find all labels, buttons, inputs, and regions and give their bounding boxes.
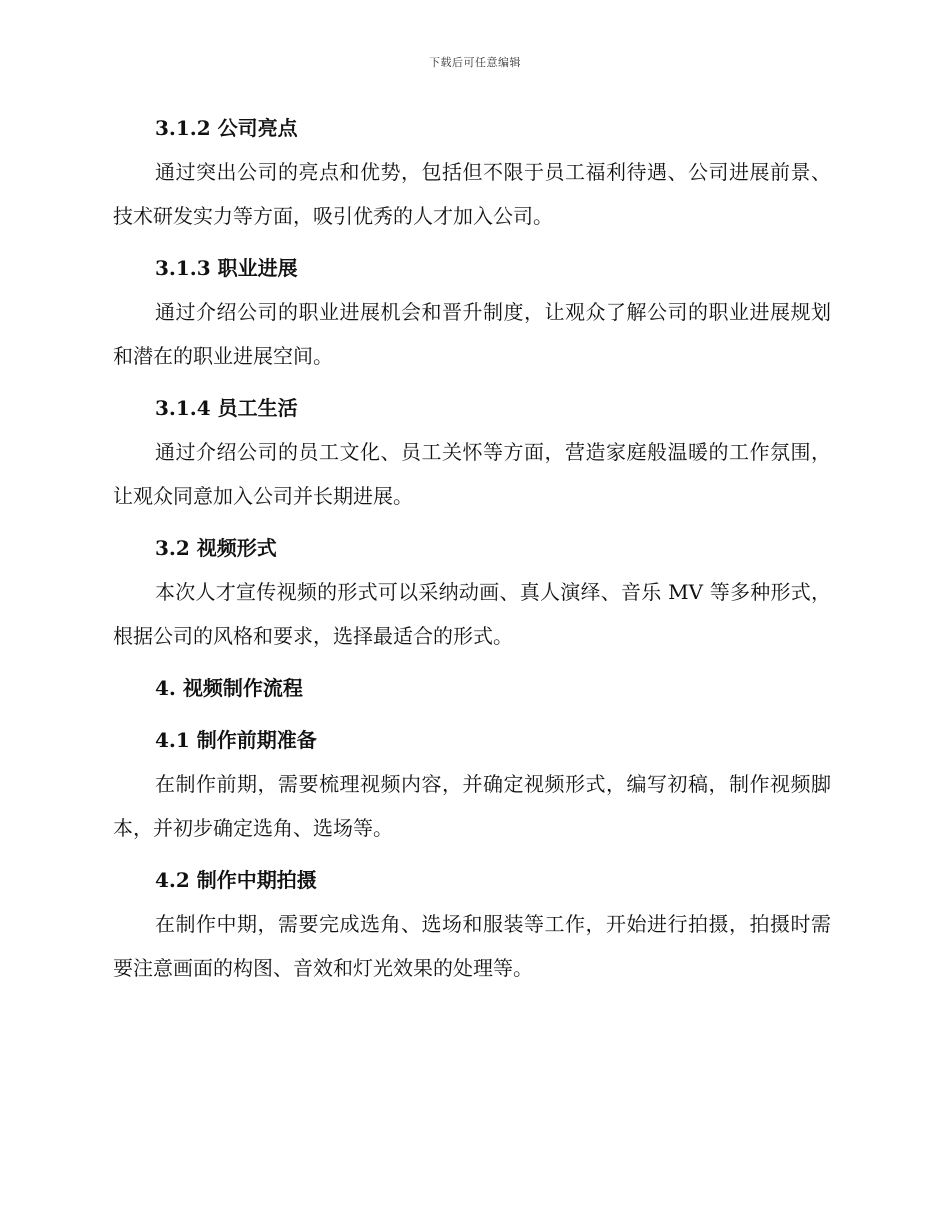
section-paragraph: 在制作中期，需要完成选角、选场和服装等工作，开始进行拍摄，拍摄时需要注意画面的构图、音效和灯光效果的处理等。	[113, 912, 831, 980]
section-paragraph: 在制作前期，需要梳理视频内容，并确定视频形式，编写初稿，制作视频脚本，并初步确定选角、选场等。	[113, 772, 831, 840]
section-heading: 4. 视频制作流程	[155, 676, 303, 700]
document-body	[113, 106, 831, 998]
section-heading: 3.1.3 职业进展	[155, 256, 298, 280]
page-header: 下载后可任意编辑	[429, 56, 521, 69]
section-paragraph: 通过突出公司的亮点和优势，包括但不限于员工福利待遇、公司进展前景、技术研发实力等方面，吸引优秀的人才加入公司。	[113, 160, 831, 228]
section-heading: 3.2 视频形式	[155, 536, 277, 560]
section-paragraph: 通过介绍公司的职业进展机会和晋升制度，让观众了解公司的职业进展规划和潜在的职业进展空间。	[113, 300, 831, 368]
section-heading: 4.2 制作中期拍摄	[155, 868, 317, 892]
section-paragraph: 通过介绍公司的员工文化、员工关怀等方面，营造家庭般温暖的工作氛围，让观众同意加入公司并长期进展。	[113, 440, 831, 508]
section-heading: 4.1 制作前期准备	[155, 728, 317, 752]
section-heading: 3.1.4 员工生活	[155, 396, 298, 420]
section-paragraph: 本次人才宣传视频的形式可以采纳动画、真人演绎、音乐 MV 等多种形式，根据公司的风格和要求，选择最适合的形式。	[113, 580, 831, 648]
section-heading: 3.1.2 公司亮点	[155, 116, 298, 140]
